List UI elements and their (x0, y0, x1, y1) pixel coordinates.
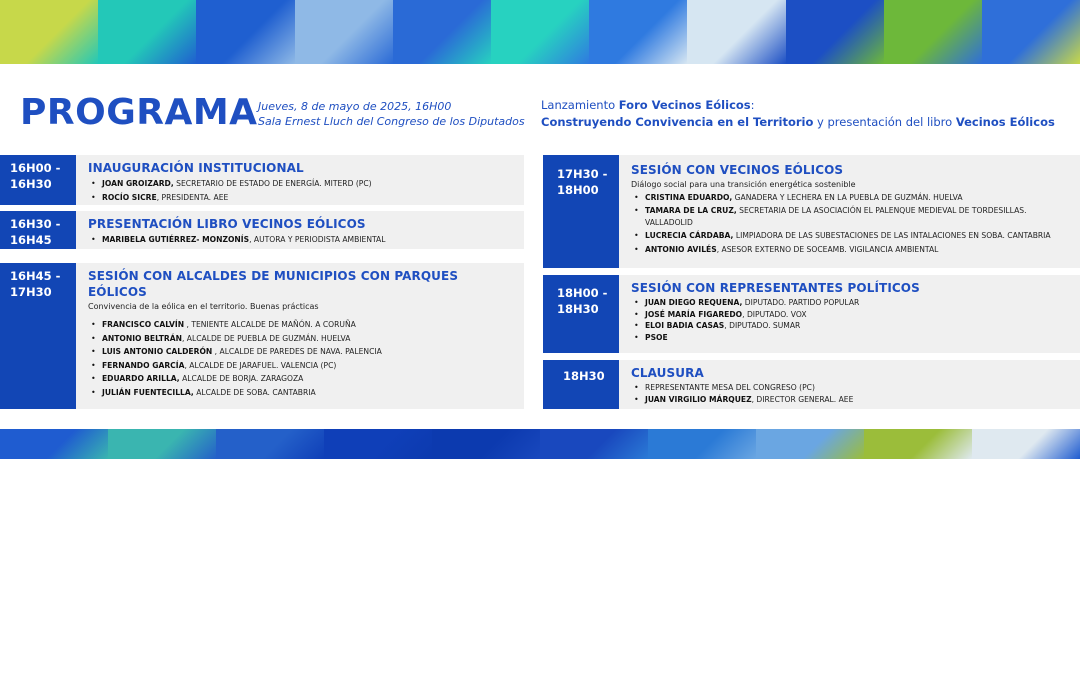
speaker-role: , ALCALDE DE PAREDES DE NAVA. PALENCIA (212, 347, 382, 356)
speaker-name: EDUARDO ARILLA, (102, 374, 180, 383)
speaker-name: FRANCISCO CALVÍN (102, 320, 185, 329)
banner-photo-segment (648, 429, 756, 459)
session-presentacion-libro (0, 211, 524, 249)
time-end: 18H30 (557, 302, 599, 316)
speaker-list (631, 297, 1070, 343)
event-info (258, 99, 525, 129)
banner-photo-segment (687, 0, 785, 64)
time-start: 17H30 - (557, 167, 608, 181)
speaker-item (88, 372, 514, 386)
session-alcaldes (0, 263, 524, 409)
session-title: CLAUSURA (631, 366, 704, 380)
speaker-item (88, 318, 514, 332)
speaker-role: , DIPUTADO. SUMAR (724, 321, 801, 330)
session-body (76, 211, 524, 249)
speaker-item (88, 359, 514, 373)
speaker-list (631, 382, 1070, 406)
speaker-role: , AUTORA Y PERIODISTA AMBIENTAL (249, 235, 386, 244)
speaker-item (631, 332, 1070, 344)
speaker-role: LIMPIADORA DE LAS SUBESTACIONES DE LAS INTALACIONES EN SOBA. CANTABRIA (733, 230, 1051, 240)
session-title: SESIÓN CON REPRESENTANTES POLÍTICOS (631, 281, 920, 295)
launch-subtitle: Construyendo Convivencia en el Territorio (541, 115, 814, 129)
banner-photo-segment (491, 0, 589, 64)
speaker-item (631, 230, 1070, 242)
launch-prefix: Lanzamiento (541, 98, 619, 112)
speaker-name: ANTONIO BELTRÁN (102, 333, 182, 343)
speaker-name: ELOI BADIA CASAS (645, 321, 725, 330)
launch-line-2 (541, 114, 1055, 131)
speaker-role: , TENIENTE ALCALDE DE MAÑÓN. A CORUÑA (184, 320, 356, 329)
speaker-name: LUIS ANTONIO CALDERÓN (102, 347, 213, 356)
speaker-name: JOSÉ MARÍA FIGAREDO (645, 309, 743, 319)
time-single: 18H30 (563, 369, 605, 383)
event-date: Jueves, 8 de mayo de 2025, 16H00 (258, 100, 452, 113)
time-end: 17H30 (10, 285, 52, 299)
speaker-item (88, 177, 514, 191)
launch-colon: : (750, 98, 755, 112)
top-photo-banner (0, 0, 1080, 64)
launch-middle: y presentación del libro (813, 115, 956, 129)
session-subtitle: Convivencia de la eólica en el territorio. Buenas prácticas (88, 302, 319, 311)
page-title: PROGRAMA (20, 92, 258, 133)
session-time (543, 275, 619, 353)
session-representantes-politicos (543, 275, 1080, 353)
speaker-name: TAMARA DE LA CRUZ, (645, 205, 737, 215)
speaker-name: JULIÁN FUENTECILLA, (102, 387, 194, 397)
time-start: 16H30 - (10, 217, 61, 231)
session-body (76, 263, 524, 409)
speaker-role: SECRETARIA DE LA ASOCIACIÓN EL PALENQUE MEDIEVAL DE TORDESILLAS. VALLADOLID (645, 205, 1027, 227)
speaker-role: , ALCALDE DE JARAFUEL. VALENCIA (PC) (184, 360, 337, 370)
banner-photo-segment (108, 429, 216, 459)
banner-photo-segment (295, 0, 393, 64)
banner-photo-segment (864, 429, 972, 459)
bottom-photo-banner (0, 429, 1080, 459)
speaker-item (631, 382, 1070, 394)
session-body (619, 155, 1080, 268)
banner-photo-segment (0, 429, 108, 459)
session-title: SESIÓN CON VECINOS EÓLICOS (631, 163, 844, 177)
session-title: INAUGURACIÓN INSTITUCIONAL (88, 161, 304, 175)
banner-photo-segment (98, 0, 196, 64)
speaker-list (88, 318, 514, 399)
speaker-name: CRISTINA EDUARDO, (645, 193, 733, 202)
speaker-role: , DIPUTADO. VOX (742, 309, 807, 319)
session-time (0, 211, 76, 249)
speaker-role: , ASESOR EXTERNO DE SOCEAMB. VIGILANCIA AMBIENTAL (716, 244, 939, 254)
speaker-role: SECRETARIO DE ESTADO DE ENERGÍA. MITERD (PC) (173, 179, 372, 188)
speaker-role: , PRESIDENTA. AEE (156, 192, 229, 202)
speaker-name: LUCRECIA CÁRDABA, (645, 230, 734, 240)
banner-photo-segment (756, 429, 864, 459)
session-time (543, 155, 619, 268)
speaker-name: JUAN VIRGILIO MÁRQUEZ (645, 395, 752, 404)
speaker-item (88, 191, 514, 205)
launch-description (541, 97, 1055, 131)
speaker-role: ALCALDE DE BORJA. ZARAGOZA (179, 374, 304, 383)
speaker-name: MARIBELA GUTIÉRREZ- MONZONÍS (102, 235, 250, 244)
session-vecinos-eolicos (543, 155, 1080, 268)
speaker-name: JUAN DIEGO REQUENA, (645, 298, 743, 307)
speaker-item (631, 243, 1070, 257)
speaker-name: ANTONIO AVILÉS (645, 244, 717, 254)
speaker-list (631, 191, 1070, 256)
speaker-name: JOAN GROIZARD, (102, 179, 174, 188)
session-time (543, 360, 619, 409)
banner-photo-segment (196, 0, 294, 64)
speaker-item (631, 205, 1070, 229)
event-venue: Sala Ernest Lluch del Congreso de los Diputados (258, 115, 525, 128)
session-time (0, 155, 76, 205)
banner-photo-segment (589, 0, 687, 64)
speaker-item (631, 320, 1070, 332)
speaker-role: REPRESENTANTE MESA DEL CONGRESO (PC) (645, 383, 815, 392)
speaker-name: ROCÍO SICRE (102, 192, 157, 202)
banner-photo-segment (324, 429, 432, 459)
speaker-list (88, 177, 514, 204)
speaker-role: , ALCALDE DE PUEBLA DE GUZMÁN. HUELVA (181, 333, 351, 343)
session-body (619, 275, 1080, 353)
speaker-item (88, 345, 514, 359)
launch-line-1 (541, 97, 1055, 114)
speaker-item (88, 332, 514, 346)
speaker-role: ALCALDE DE SOBA. CANTABRIA (193, 387, 316, 397)
speaker-item (631, 191, 1070, 205)
speaker-item (631, 309, 1070, 321)
session-title: SESIÓN CON ALCALDES DE MUNICIPIOS CON PARQUES EÓLICOS (88, 269, 459, 299)
speaker-item (631, 394, 1070, 406)
time-end: 16H45 (10, 233, 52, 247)
speaker-item (88, 233, 514, 247)
speaker-list (88, 233, 514, 247)
speaker-name: FERNANDO GARCÍA (102, 360, 185, 370)
session-time (0, 263, 76, 409)
session-body (76, 155, 524, 205)
session-subtitle: Diálogo social para una transición energética sostenible (631, 180, 856, 189)
speaker-name: PSOE (645, 332, 668, 342)
time-end: 18H00 (557, 183, 599, 197)
speaker-role: DIPUTADO. PARTIDO POPULAR (742, 298, 860, 307)
banner-photo-segment (786, 0, 884, 64)
time-start: 16H45 - (10, 269, 61, 283)
session-clausura (543, 360, 1080, 409)
session-title: PRESENTACIÓN LIBRO VECINOS EÓLICOS (88, 217, 366, 231)
speaker-role: , DIRECTOR GENERAL. AEE (751, 395, 854, 404)
session-body (619, 360, 1080, 409)
speaker-role: GANADERA Y LECHERA EN LA PUEBLA DE GUZMÁN. HUELVA (732, 193, 963, 202)
banner-photo-segment (0, 0, 98, 64)
banner-photo-segment (393, 0, 491, 64)
banner-photo-segment (216, 429, 324, 459)
session-inauguracion (0, 155, 524, 205)
time-end: 16H30 (10, 177, 52, 191)
time-start: 18H00 - (557, 286, 608, 300)
time-start: 16H00 - (10, 161, 61, 175)
banner-photo-segment (432, 429, 540, 459)
speaker-item (88, 386, 514, 400)
banner-photo-segment (884, 0, 982, 64)
banner-photo-segment (982, 0, 1080, 64)
speaker-item (631, 297, 1070, 309)
banner-photo-segment (540, 429, 648, 459)
launch-forum: Foro Vecinos Eólicos (618, 98, 751, 112)
banner-photo-segment (972, 429, 1080, 459)
launch-book: Vecinos Eólicos (955, 115, 1055, 129)
